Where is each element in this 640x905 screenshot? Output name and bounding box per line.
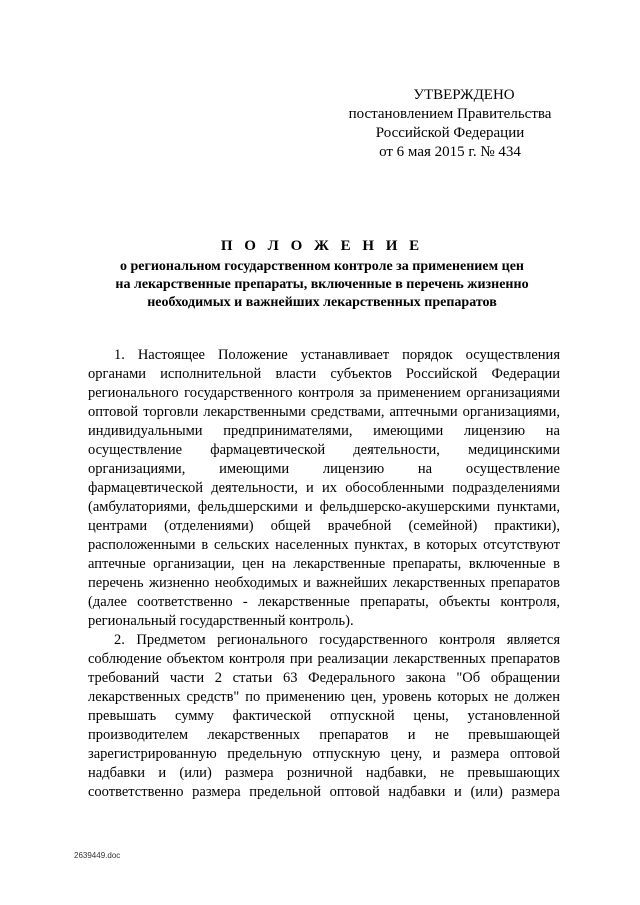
text-line: 1. Настоящее Положение устанавливает порядок осуществления <box>114 347 560 363</box>
text-line: региональный государственный контроль). <box>88 613 354 629</box>
document-subtitle <box>82 258 562 312</box>
document-title: П О Л О Ж Е Н И Е <box>220 238 424 254</box>
text-line: организациями, имеющими лицензию на осуществление <box>88 461 560 477</box>
approval-heading: УТВЕРЖДЕНО <box>413 87 515 103</box>
text-line: производителем лекарственных препаратов и не превышающей <box>88 727 560 743</box>
subtitle-line: о региональном государственном контроле за применением цен <box>120 259 524 274</box>
text-line: надбавки и (или) размера розничной надбавки, не превышающих <box>88 765 560 781</box>
subtitle-line: на лекарственные препараты, включенные в перечень жизненно <box>115 277 529 292</box>
text-line: регионального государственного контроля за применением организациями <box>88 385 560 401</box>
approval-line: от 6 мая 2015 г. № 434 <box>379 144 521 160</box>
text-line: лекарственных средств" по применению цен, уровень которых не должен <box>88 689 560 705</box>
approval-line: Российской Федерации <box>375 125 525 141</box>
text-line: центрами (отделениями) общей врачебной (семейной) практики), <box>88 518 560 534</box>
text-line: осуществление фармацевтической деятельности, медицинскими <box>88 442 560 458</box>
approval-line: постановлением Правительства <box>348 106 552 122</box>
text-line: требований части 2 статьи 63 Федерального закона "Об обращении <box>88 670 560 686</box>
text-line: (амбулаториями, фельдшерскими и фельдшерско-акушерскими пунктами, <box>88 499 560 515</box>
subtitle-line: необходимых и важнейших лекарственных препаратов <box>147 295 497 310</box>
text-line: превышать сумму фактической отпускной цены, установленной <box>88 708 560 724</box>
text-line: фармацевтической деятельности, и их обособленными подразделениями <box>88 480 560 496</box>
text-line: 2. Предметом регионального государственного контроля является <box>114 632 560 648</box>
approval-stamp <box>330 86 570 162</box>
text-line: аптечные организации, цен на лекарственные препараты, включенные в <box>88 556 560 572</box>
document-body <box>88 346 560 802</box>
text-line: индивидуальными предпринимателями, имеющими лицензию на <box>88 423 560 439</box>
text-line: расположенными в сельских населенных пунктах, в которых отсутствуют <box>88 537 560 553</box>
text-line: перечень жизненно необходимых и важнейших лекарственных препаратов <box>88 575 560 591</box>
text-line: зарегистрированную предельную отпускную цену, и размера оптовой <box>88 746 560 762</box>
text-line: оптовой торговли лекарственными средствами, аптечными организациями, <box>88 404 560 420</box>
paragraph-1 <box>88 346 560 631</box>
text-line: соблюдение объектом контроля при реализации лекарственных препаратов <box>88 651 560 667</box>
paragraph-2 <box>88 631 560 802</box>
text-line: органами исполнительной власти субъектов Российской Федерации <box>88 366 560 382</box>
text-line: (далее соответственно - лекарственные препараты, объекты контроля, <box>88 594 560 610</box>
text-line: соответственно размера предельной оптовой надбавки и (или) размера <box>88 784 560 800</box>
file-name-footer: 2639449.doc <box>74 851 121 860</box>
document-title-block <box>82 236 562 312</box>
